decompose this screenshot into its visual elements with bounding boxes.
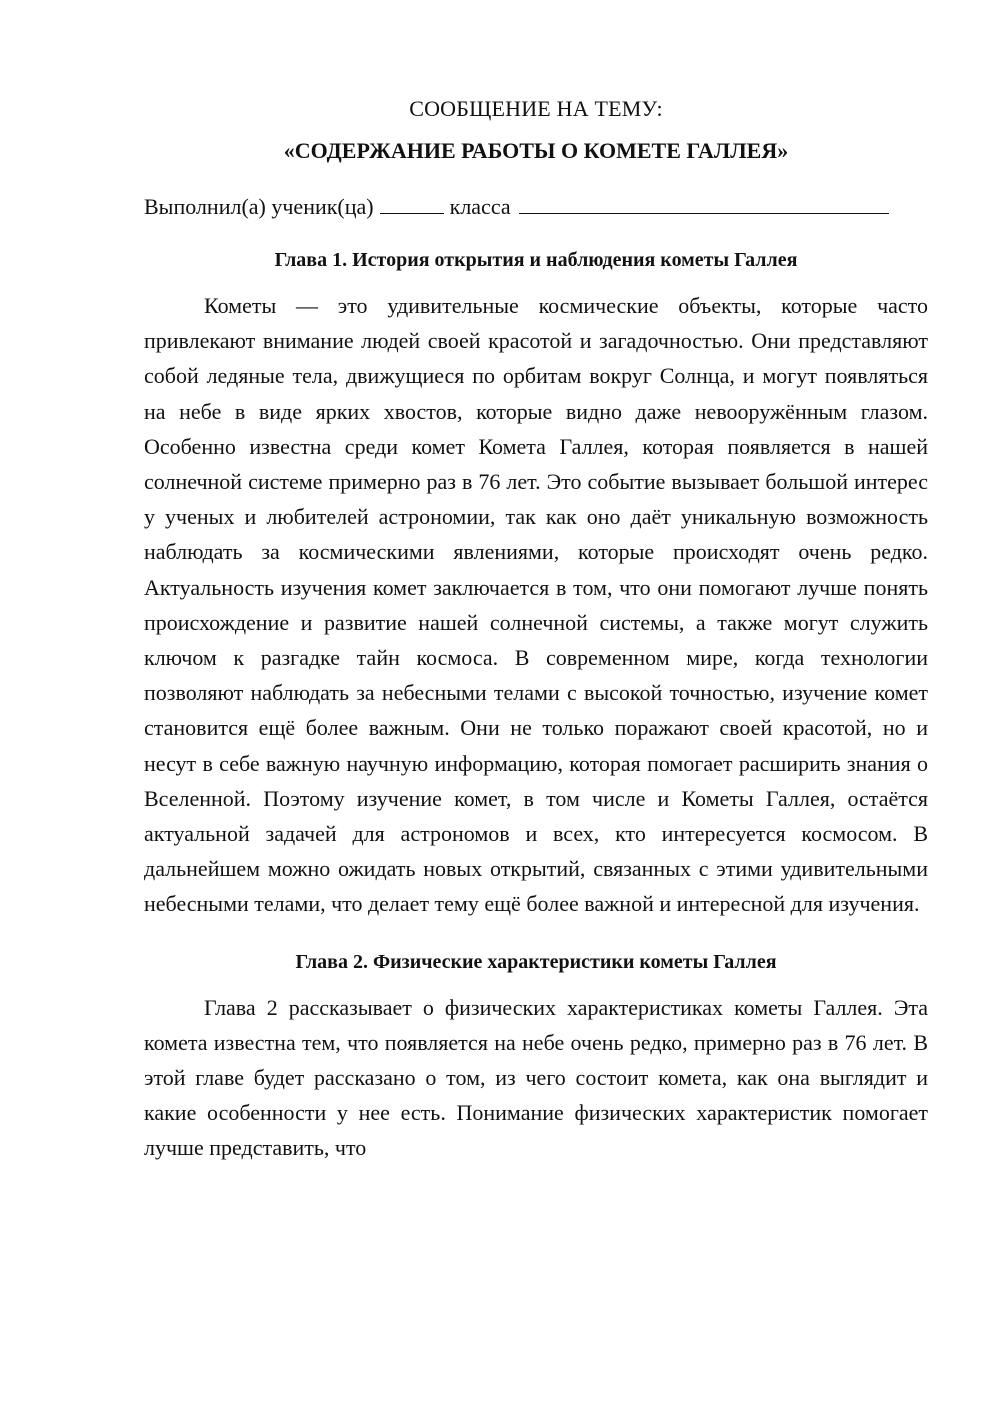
chapter-1-paragraph: Кометы — это удивительные космические объекты, которые часто привлекают внимание людей своей красотой и загадочностью. Они представляют собой ледяные тела, движущиеся по орбитам вокруг Солнца, и могут появляться на небе в виде ярких хвостов, которые видно даже невооружённым глазом. Особенно известна среди комет Комета Галлея, которая появляется в нашей солнечной системе примерно раз в 76 лет. Это событие вызывает большой интерес у ученых и любителей астрономии, так как оно даёт уникальную возможность наблюдать за космическими явлениями, которые происходят очень редко. Актуальность изучения комет заключается в том, что они помогают лучше понять происхождение и развитие нашей солнечной системы, а также могут служить ключом к разгадке тайн космоса. В современном мире, когда технологии позволяют наблюдать за небесными телами с высокой точностью, изучение комет становится ещё более важным. Они не только поражают своей красотой, но и несут в себе важную научную информацию, которая помогает расширить знания о Вселенной. Поэтому изучение комет, в том числе и Кометы Галлея, остаётся актуальной задачей для астрономов и всех, кто интересуется космосом. В дальнейшем можно ожидать новых открытий, связанных с этими удивительными небесными телами, что делает тему ещё более важной и интересной для изучения. [144,293,928,917]
student-name-blank [519,192,889,214]
document-content [144,94,928,1166]
document-title-line-2: «СОДЕРЖАНИЕ РАБОТЫ О КОМЕТЕ ГАЛЛЕЯ» [283,138,789,163]
document-title-line-1: СООБЩЕНИЕ НА ТЕМУ: [409,96,663,121]
chapter-2-heading: Глава 2. Физические характеристики кометы Галлея [295,950,777,973]
author-prefix-label: Выполнил(а) ученик(ца) [144,194,374,219]
author-signature-line [144,192,928,222]
chapter-1-heading: Глава 1. История открытия и наблюдения кометы Галлея [274,249,798,271]
chapter-2-paragraph: Глава 2 рассказывает о физических характеристиках кометы Галлея. Эта комета известна тем, что появляется на небе очень редко, примерно раз в 76 лет. В этой главе будет рассказано о том, из чего состоит комета, как она выглядит и какие особенности у нее есть. Понимание физических характеристик помогает лучше представить, что [144,994,928,1161]
class-number-blank [380,192,444,214]
class-label: класса [449,194,511,219]
